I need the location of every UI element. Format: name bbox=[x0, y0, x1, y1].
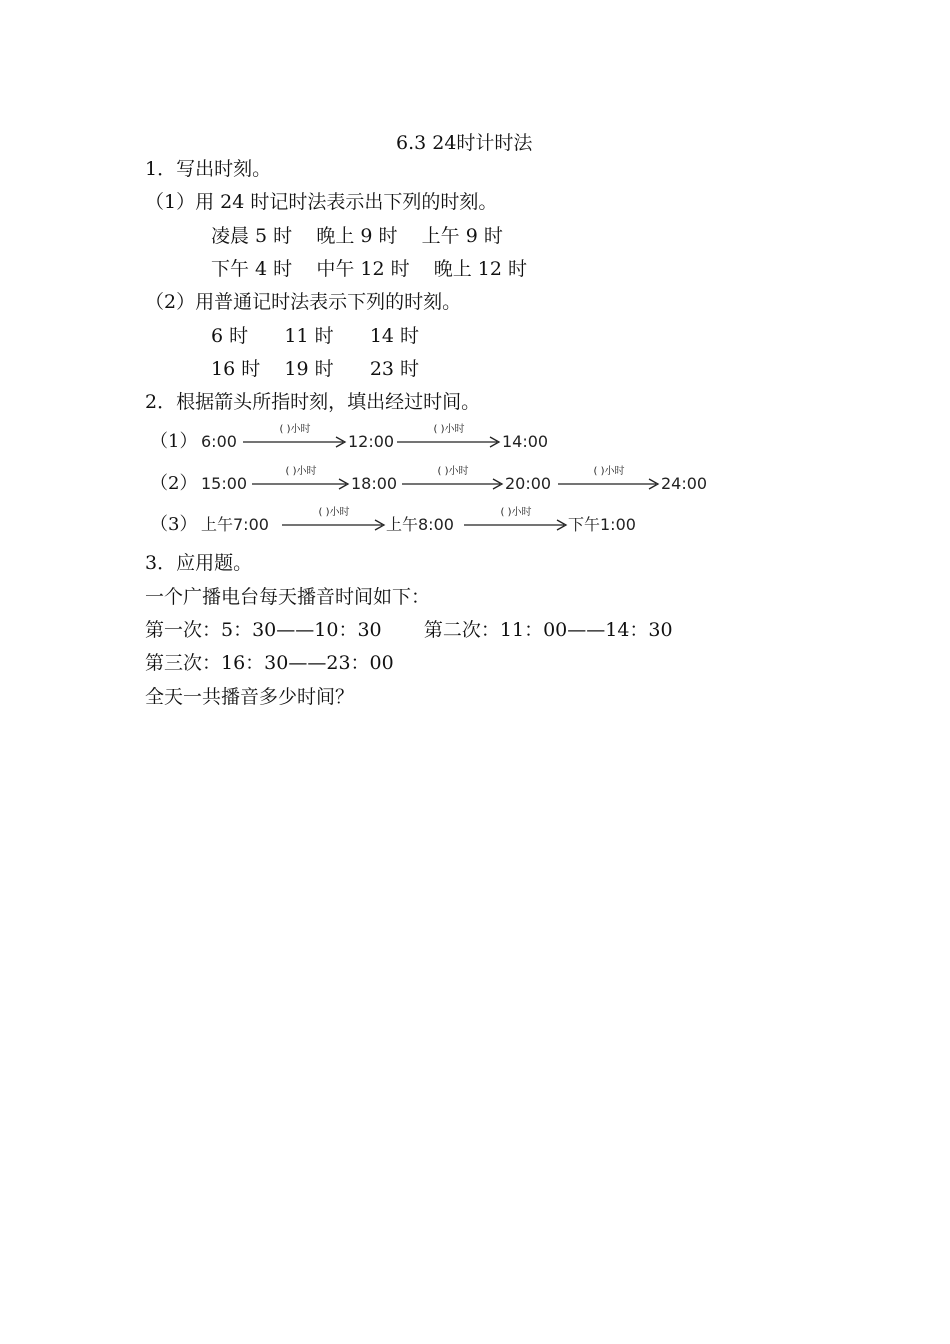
q1-part2-row1: 6 时 11 时 14 时 bbox=[211, 325, 420, 347]
hours-blank: ( )小时 bbox=[593, 466, 625, 477]
arrow bbox=[397, 424, 501, 454]
row-label: （2） bbox=[150, 473, 198, 494]
arrow bbox=[402, 466, 504, 496]
q3-schedule-line2: 第三次：16：30——23：00 bbox=[145, 652, 394, 674]
time-label: 18:00 bbox=[351, 474, 398, 493]
q1-part1-row1: 凌晨 5 时 晚上 9 时 上午 9 时 bbox=[211, 225, 503, 247]
arrow bbox=[282, 507, 386, 537]
q1-part1-label: （1）用 24 时记时法表示出下列的时刻。 bbox=[145, 191, 498, 213]
arrow bbox=[464, 507, 568, 537]
time-label: 14:00 bbox=[502, 432, 549, 451]
q3-heading: 3．应用题。 bbox=[145, 552, 253, 574]
q3-question: 全天一共播音多少时间？ bbox=[145, 686, 355, 708]
q1-part1-row2: 下午 4 时 中午 12 时 晚上 12 时 bbox=[211, 258, 527, 280]
hours-blank: ( )小时 bbox=[437, 466, 469, 477]
q1-part2-label: （2）用普通记时法表示下列的时刻。 bbox=[145, 291, 462, 313]
hours-blank: ( )小时 bbox=[279, 424, 311, 435]
time-label: 上午8:00 bbox=[386, 515, 454, 534]
arrow bbox=[243, 424, 347, 454]
hours-blank: ( )小时 bbox=[318, 507, 350, 518]
page-title: 6.3 24时计时法 bbox=[396, 132, 533, 154]
q3-schedule-line1: 第一次：5：30——10：30 第二次：11：00——14：30 bbox=[145, 619, 673, 641]
q1-heading: 1．写出时刻。 bbox=[145, 158, 272, 180]
time-label: 6:00 bbox=[201, 432, 237, 451]
time-label: 24:00 bbox=[661, 474, 708, 493]
hours-blank: ( )小时 bbox=[433, 424, 465, 435]
arrow bbox=[558, 466, 660, 496]
timeline-row bbox=[150, 466, 720, 496]
hours-blank: ( )小时 bbox=[500, 507, 532, 518]
time-label: 上午7:00 bbox=[201, 515, 269, 534]
timeline-row bbox=[150, 424, 710, 454]
time-label: 15:00 bbox=[201, 474, 248, 493]
arrow bbox=[252, 466, 350, 496]
row-label: （3） bbox=[150, 514, 198, 535]
timeline-row bbox=[150, 507, 650, 537]
time-label: 下午1:00 bbox=[568, 515, 636, 534]
row-label: （1） bbox=[150, 431, 198, 452]
q2-heading: 2．根据箭头所指时刻，填出经过时间。 bbox=[145, 391, 481, 413]
q1-part2-row2: 16 时 19 时 23 时 bbox=[211, 358, 420, 380]
hours-blank: ( )小时 bbox=[285, 466, 317, 477]
time-label: 20:00 bbox=[505, 474, 552, 493]
time-label: 12:00 bbox=[348, 432, 395, 451]
q3-intro: 一个广播电台每天播音时间如下： bbox=[145, 586, 431, 608]
